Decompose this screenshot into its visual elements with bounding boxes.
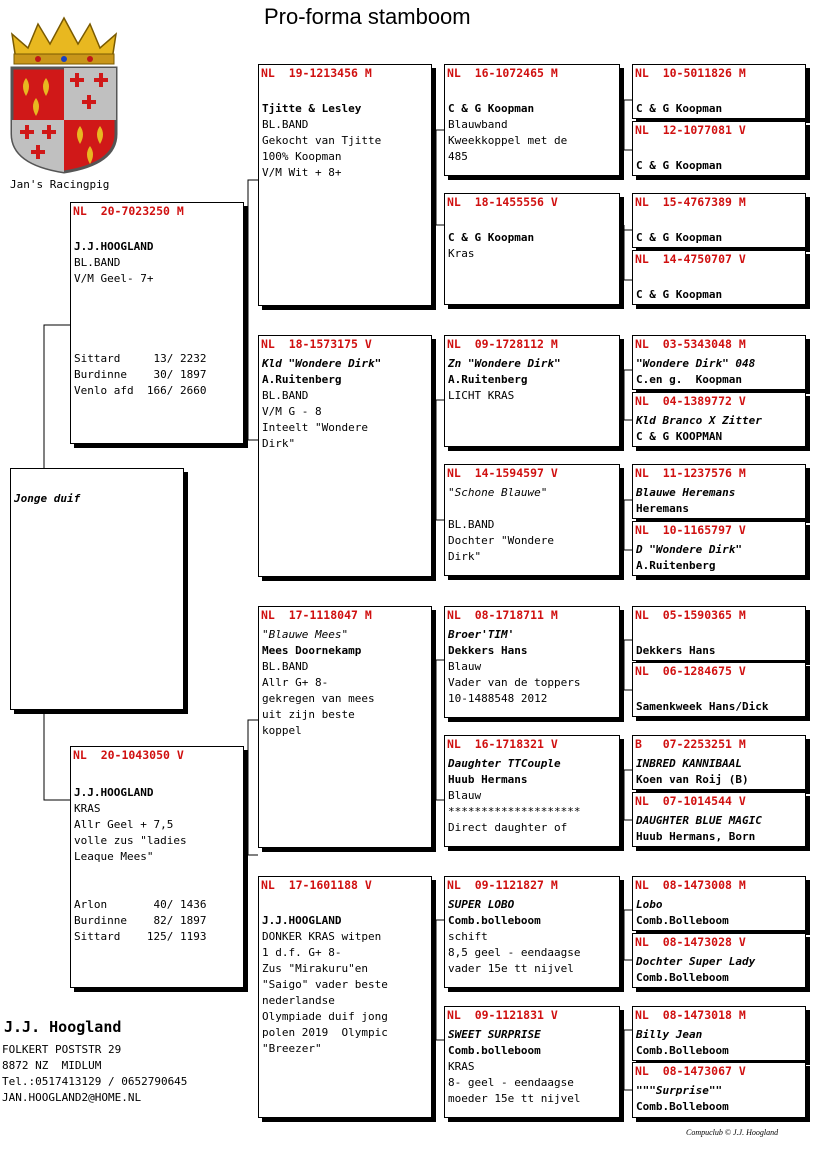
ring-number: NL 17-1118047 M — [261, 608, 372, 622]
pigeon-info-line: DONKER KRAS witpen — [262, 930, 382, 943]
gen4-box-3[interactable] — [632, 193, 806, 248]
gen4-box-12[interactable] — [632, 792, 806, 847]
gen4-box-8[interactable] — [632, 521, 806, 576]
ring-number: NL 09-1728112 M — [447, 337, 558, 351]
ring-number: NL 18-1573175 V — [261, 337, 372, 351]
pigeon-result-line: Burdinne 30/ 1897 — [74, 368, 207, 381]
pigeon-info-line: schift — [448, 930, 488, 943]
pigeon-info-line: A.Ruitenberg — [636, 559, 716, 572]
gen3-box-6[interactable] — [444, 735, 620, 847]
pigeon-info-line: Gekocht van Tjitte — [262, 134, 382, 147]
pigeon-info-line: Samenkweek Hans/Dick — [636, 700, 769, 713]
ring-number: NL 14-4750707 V — [635, 252, 746, 266]
ring-number: NL 17-1601188 V — [261, 878, 372, 892]
pigeon-info-line: D "Wondere Dirk" — [636, 543, 742, 556]
pigeon-info-line: Vader van de toppers — [448, 676, 581, 689]
pigeon-info-line: 8- geel - eendaagse — [448, 1076, 574, 1089]
gen4-box-14[interactable] — [632, 933, 806, 988]
pigeon-info-line: Dekkers Hans — [636, 644, 716, 657]
pigeon-info-line: "Wondere Dirk" 048 — [636, 357, 756, 370]
pigeon-info-line: polen 2019 Olympic — [262, 1026, 388, 1039]
pigeon-info-line: BL.BAND — [262, 389, 309, 402]
owner-address-line: FOLKERT POSTSTR 29 — [2, 1043, 122, 1056]
pigeon-result-line: Venlo afd 166/ 2660 — [74, 384, 207, 397]
pigeon-info-line: Kld "Wondere Dirk" — [262, 357, 382, 370]
pigeon-info-line: Olympiade duif jong — [262, 1010, 388, 1023]
pigeon-info-line: A.Ruitenberg — [262, 373, 342, 386]
pigeon-info-line: Comb.Bolleboom — [636, 971, 729, 984]
pigeon-info-line: SUPER LOBO — [448, 898, 515, 911]
gen3-box-5[interactable] — [444, 606, 620, 718]
pigeon-info-line: koppel — [262, 724, 302, 737]
pigeon-info-line: Kweekkoppel met de — [448, 134, 568, 147]
pigeon-info-line: Broer'TIM' — [448, 628, 515, 641]
grandsire-maternal-box[interactable] — [258, 606, 432, 848]
pigeon-info-line: 8,5 geel - eendaagse — [448, 946, 581, 959]
pigeon-info-line: Dochter Super Lady — [636, 955, 756, 968]
pigeon-info-line: "Schone Blauwe" — [448, 486, 548, 499]
owner-email: JAN.HOOGLAND2@HOME.NL — [2, 1091, 142, 1104]
pigeon-info-line: Comb.bolleboom — [448, 1044, 541, 1057]
pigeon-info-line: J.J.HOOGLAND — [262, 914, 342, 927]
pigeon-info-line: volle zus "ladies — [74, 834, 187, 847]
gen3-box-1[interactable] — [444, 64, 620, 176]
ring-number: NL 05-1590365 M — [635, 608, 746, 622]
gen4-box-2[interactable] — [632, 121, 806, 176]
pigeon-info-line: Comb.Bolleboom — [636, 1044, 729, 1057]
pigeon-info-line: J.J.HOOGLAND — [74, 240, 154, 253]
pigeon-result-line: Burdinne 82/ 1897 — [74, 914, 207, 927]
pigeon-info-line: V/M Wit + 8+ — [262, 166, 342, 179]
ring-number: NL 06-1284675 V — [635, 664, 746, 678]
pigeon-info-line: "Blauwe Mees" — [262, 628, 349, 641]
pigeon-info-line: Dirk" — [448, 550, 482, 563]
grandsire-paternal-box[interactable] — [258, 64, 432, 306]
dam-box[interactable] — [70, 746, 244, 988]
pigeon-info-line: gekregen van mees — [262, 692, 375, 705]
gen4-box-7[interactable] — [632, 464, 806, 519]
ring-number: NL 16-1718321 V — [447, 737, 558, 751]
ring-number: NL 10-1165797 V — [635, 523, 746, 537]
gen4-box-11[interactable] — [632, 735, 806, 790]
owner-phone: Tel.:0517413129 / 0652790645 — [2, 1075, 188, 1088]
gen4-box-13[interactable] — [632, 876, 806, 931]
subject-label: Jonge duif — [14, 492, 81, 505]
pigeon-info-line: Inteelt "Wondere — [262, 421, 368, 434]
logo-caption: Jan's Racingpig — [10, 178, 110, 191]
pigeon-info-line: C.en g. Koopman — [636, 373, 742, 386]
pigeon-info-line: nederlandse — [262, 994, 335, 1007]
pigeon-info-line: Tjitte & Lesley — [262, 102, 362, 115]
pigeon-info-line: C & G Koopman — [448, 231, 535, 244]
ring-number: NL 20-1043050 V — [73, 748, 184, 762]
pigeon-info-line: 1 d.f. G+ 8- — [262, 946, 342, 959]
pigeon-info-line: BL.BAND — [74, 256, 121, 269]
pigeon-info-line: C & G Koopman — [636, 102, 723, 115]
pigeon-info-line: INBRED KANNIBAAL — [636, 757, 742, 770]
pigeon-info-line: V/M Geel- 7+ — [74, 272, 154, 285]
ring-number: NL 11-1237576 M — [635, 466, 746, 480]
gen4-box-16[interactable] — [632, 1062, 806, 1118]
gen4-box-5[interactable] — [632, 335, 806, 390]
sire-box[interactable] — [70, 202, 244, 444]
pigeon-info-line: "Breezer" — [262, 1042, 322, 1055]
pigeon-info-line: Koen van Roij (B) — [636, 773, 749, 786]
pigeon-info-line: LICHT KRAS — [448, 389, 515, 402]
pigeon-info-line: Comb.Bolleboom — [636, 1100, 729, 1113]
pigeon-info-line: Leaque Mees" — [74, 850, 154, 863]
gen3-box-4[interactable] — [444, 464, 620, 576]
ring-number: NL 20-7023250 M — [73, 204, 184, 218]
ring-number: NL 18-1455556 V — [447, 195, 558, 209]
pigeon-info-line: 10-1488548 2012 — [448, 692, 548, 705]
gen3-box-3[interactable] — [444, 335, 620, 447]
pigeon-info-line: Mees Doornekamp — [262, 644, 362, 657]
pigeon-info-line: Dirk" — [262, 437, 296, 450]
pigeon-info-line: Kld Branco X Zitter — [636, 414, 762, 427]
pigeon-info-line: Comb.Bolleboom — [636, 914, 729, 927]
pigeon-info-line: Kras — [448, 247, 475, 260]
pigeon-info-line: C & G KOOPMAN — [636, 430, 723, 443]
pigeon-info-line: Heremans — [636, 502, 689, 515]
ring-number: NL 04-1389772 V — [635, 394, 746, 408]
gen4-box-9[interactable] — [632, 606, 806, 661]
pigeon-info-line: Comb.bolleboom — [448, 914, 541, 927]
pigeon-info-line: V/M G - 8 — [262, 405, 322, 418]
pigeon-info-line: Lobo — [636, 898, 663, 911]
pigeon-info-line: Huub Hermans, Born — [636, 830, 756, 843]
ring-number: NL 07-1014544 V — [635, 794, 746, 808]
pigeon-info-line: Huub Hermans — [448, 773, 528, 786]
granddam-paternal-box[interactable] — [258, 335, 432, 577]
pigeon-info-line: Blauw — [448, 660, 482, 673]
gen3-box-8[interactable] — [444, 1006, 620, 1118]
pigeon-info-line: KRAS — [448, 1060, 475, 1073]
pigeon-info-line: SWEET SURPRISE — [448, 1028, 541, 1041]
gen4-box-15[interactable] — [632, 1006, 806, 1061]
ring-number: NL 08-1718711 M — [447, 608, 558, 622]
ring-number: NL 08-1473018 M — [635, 1008, 746, 1022]
pigeon-info-line: KRAS — [74, 802, 101, 815]
pigeon-info-line: moeder 15e tt nijvel — [448, 1092, 581, 1105]
pigeon-result-line: Arlon 40/ 1436 — [74, 898, 207, 911]
pigeon-info-line: C & G Koopman — [636, 159, 723, 172]
pigeon-info-line: vader 15e tt nijvel — [448, 962, 574, 975]
pigeon-info-line: 485 — [448, 150, 468, 163]
pigeon-info-line: Dekkers Hans — [448, 644, 528, 657]
ring-number: NL 16-1072465 M — [447, 66, 558, 80]
pigeon-info-line: Blauwe Heremans — [636, 486, 736, 499]
gen4-box-10[interactable] — [632, 662, 806, 717]
gen4-box-6[interactable] — [632, 392, 806, 447]
gen4-box-1[interactable] — [632, 64, 806, 119]
pigeon-result-line: Sittard 125/ 1193 — [74, 930, 207, 943]
gen3-box-2[interactable] — [444, 193, 620, 305]
pigeon-info-line: "Saigo" vader beste — [262, 978, 388, 991]
ring-number: NL 15-4767389 M — [635, 195, 746, 209]
pigeon-info-line: """Surprise"" — [636, 1084, 723, 1097]
pigeon-info-line: Zn "Wondere Dirk" — [448, 357, 561, 370]
pigeon-info-line: Blauwband — [448, 118, 508, 131]
pigeon-info-line: BL.BAND — [262, 660, 309, 673]
ring-number: NL 14-1594597 V — [447, 466, 558, 480]
ring-number: NL 12-1077081 V — [635, 123, 746, 137]
pigeon-info-line: Zus "Mirakuru"en — [262, 962, 368, 975]
pigeon-info-line: A.Ruitenberg — [448, 373, 528, 386]
pigeon-info-line: C & G Koopman — [636, 231, 723, 244]
pigeon-info-line: J.J.HOOGLAND — [74, 786, 154, 799]
owner-name: J.J. Hoogland — [4, 1018, 122, 1036]
granddam-maternal-box[interactable] — [258, 876, 432, 1118]
gen4-box-4[interactable] — [632, 250, 806, 305]
pigeon-info-line: Allr G+ 8- — [262, 676, 329, 689]
ring-number: NL 10-5011826 M — [635, 66, 746, 80]
pigeon-info-line: C & G Koopman — [448, 102, 535, 115]
pigeon-info-line: BL.BAND — [448, 518, 495, 531]
pigeon-result-line: Sittard 13/ 2232 — [74, 352, 207, 365]
ring-number: NL 19-1213456 M — [261, 66, 372, 80]
pigeon-info-line: DAUGHTER BLUE MAGIC — [636, 814, 762, 827]
pigeon-info-line: Dochter "Wondere — [448, 534, 554, 547]
pigeon-info-line: uit zijn beste — [262, 708, 355, 721]
pigeon-info-line: Allr Geel + 7,5 — [74, 818, 174, 831]
footer-credit: Compuclub © J.J. Hoogland — [686, 1128, 779, 1137]
pigeon-info-line: Daughter TTCouple — [448, 757, 561, 770]
subject-pigeon-box[interactable] — [10, 468, 184, 710]
pigeon-info-line: ******************** — [448, 805, 581, 818]
pigeon-info-line: C & G Koopman — [636, 288, 723, 301]
pigeon-info-line: Direct daughter of — [448, 821, 568, 834]
owner-address-line: 8872 NZ MIDLUM — [2, 1059, 102, 1072]
ring-number: NL 08-1473008 M — [635, 878, 746, 892]
ring-number: NL 08-1473028 V — [635, 935, 746, 949]
pigeon-info-line: Blauw — [448, 789, 482, 802]
pigeon-info-line: 100% Koopman — [262, 150, 342, 163]
page-title: Pro-forma stamboom — [264, 4, 471, 29]
ring-number: NL 08-1473067 V — [635, 1064, 746, 1078]
ring-number: NL 03-5343048 M — [635, 337, 746, 351]
pigeon-info-line: Billy Jean — [636, 1028, 703, 1041]
ring-number: B 07-2253251 M — [635, 737, 746, 751]
pigeon-info-line: BL.BAND — [262, 118, 309, 131]
gen3-box-7[interactable] — [444, 876, 620, 988]
ring-number: NL 09-1121827 M — [447, 878, 558, 892]
ring-number: NL 09-1121831 V — [447, 1008, 558, 1022]
